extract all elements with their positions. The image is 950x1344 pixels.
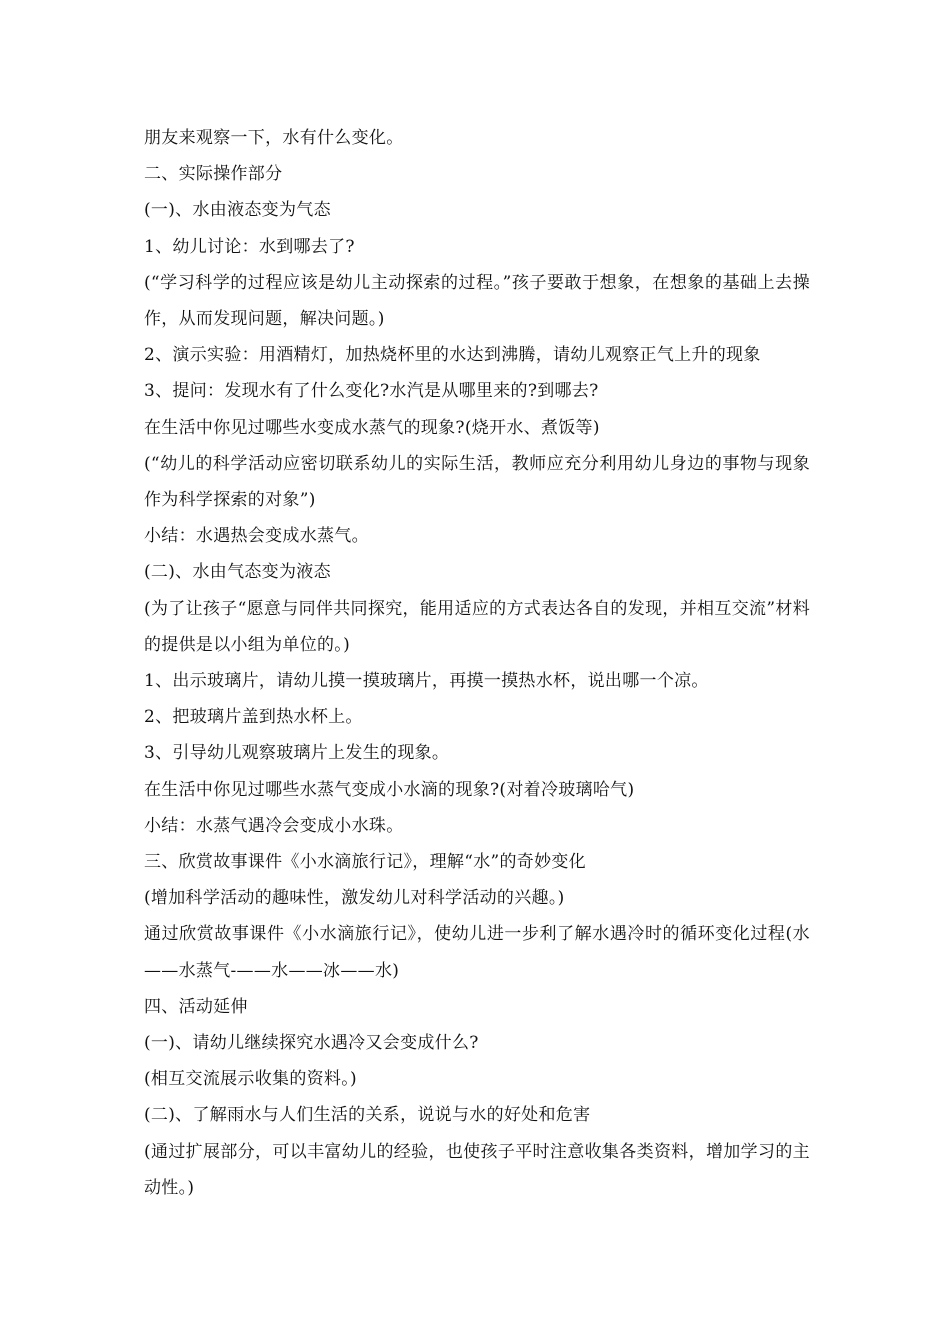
life-example-droplets: 在生活中你见过哪些水蒸气变成小水滴的现象?(对着冷玻璃哈气)	[144, 779, 635, 800]
step-cover-cup: 2、把玻璃片盖到热水杯上。	[144, 707, 363, 728]
note-group-work: (为了让孩子“愿意与同伴共同探究，能用适应的方式表达各自的发现，并相互交流”材料的提供是以小组为单位的。)	[144, 598, 810, 655]
note-explore: (“学习科学的过程应该是幼儿主动探索的过程。”孩子要敢于想象，在想象的基础上去操作，从而发现问题，解决问题。)	[144, 272, 810, 330]
life-example-steam: 在生活中你见过哪些水变成水蒸气的现象?(烧开水、煮饭等)	[144, 417, 600, 438]
note-share-materials: (相互交流展示收集的资料。)	[144, 1069, 357, 1090]
subsection-heading-liquid-to-gas: (一)、水由液态变为气态	[144, 200, 331, 221]
step-demonstration: 2、演示实验：用酒精灯，加热烧杯里的水达到沸腾，请幼儿观察正气上升的现象	[144, 345, 761, 366]
summary-heat: 小结：水遇热会变成水蒸气。	[144, 526, 369, 547]
note-interest: (增加科学活动的趣味性，激发幼儿对科学活动的兴趣。)	[144, 888, 565, 909]
document-body	[144, 120, 810, 1206]
extension-item-one: (一)、请幼儿继续探究水遇冷又会变成什么?	[144, 1033, 479, 1054]
paragraph-continuation: 朋友来观察一下，水有什么变化。	[144, 128, 404, 148]
subsection-heading-gas-to-liquid: (二)、水由气态变为液态	[144, 562, 331, 583]
note-expansion: (通过扩展部分，可以丰富幼儿的经验，也使孩子平时注意收集各类资料，增加学习的主动性。)	[144, 1141, 810, 1198]
step-glass-touch: 1、出示玻璃片，请幼儿摸一摸玻璃片，再摸一摸热水杯，说出哪一个凉。	[144, 671, 709, 692]
step-question: 3、提问：发现水有了什么变化?水汽是从哪里来的?到哪去?	[144, 381, 599, 402]
step-observe-glass: 3、引导幼儿观察玻璃片上发生的现象。	[144, 743, 450, 764]
section-heading-practice: 二、实际操作部分	[144, 164, 283, 185]
section-heading-story: 三、欣赏故事课件《小水滴旅行记》，理解“水”的奇妙变化	[144, 852, 586, 873]
section-heading-extension: 四、活动延伸	[144, 996, 248, 1017]
extension-item-two: (二)、了解雨水与人们生活的关系，说说与水的好处和危害	[144, 1105, 591, 1126]
summary-cold: 小结：水蒸气遇冷会变成小水珠。	[144, 815, 404, 836]
story-cycle-description: 通过欣赏故事课件《小水滴旅行记》，使幼儿进一步利了解水遇冷时的循环变化过程(水——水蒸气-——水——冰——水)	[144, 924, 810, 981]
note-daily-life: (“幼儿的科学活动应密切联系幼儿的实际生活，教师应充分利用幼儿身边的事物与现象作为科学探索的对象”)	[144, 453, 810, 511]
step-discussion: 1、幼儿讨论：水到哪去了?	[144, 236, 355, 257]
